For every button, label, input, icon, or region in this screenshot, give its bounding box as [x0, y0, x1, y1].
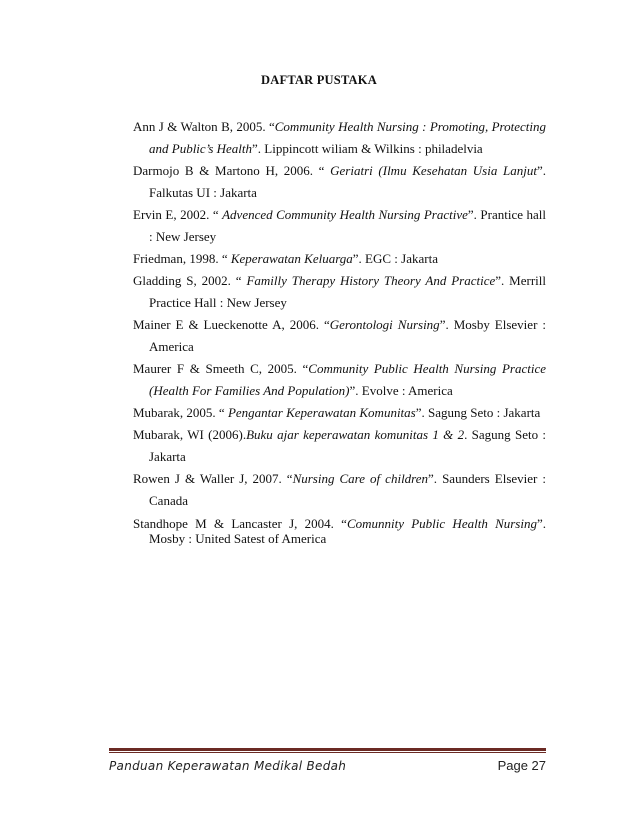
reference-item: Mubarak, 2005. “ Pengantar Keperawatan Komunitas”. Sagung Seto : Jakarta: [133, 405, 541, 420]
reference-item: Mubarak, WI (2006).Buku ajar keperawatan komunitas 1 & 2. Sagung Seto : Jakarta: [133, 427, 546, 464]
footer-divider-thin: [109, 752, 546, 753]
reference-item: Friedman, 1998. “ Keperawatan Keluarga”. EGC : Jakarta: [133, 251, 438, 266]
reference-item: Standhope M & Lancaster J, 2004. “Comunnity Public Health Nursing”. Mosby : United Satest of America: [133, 516, 546, 546]
reference-item: Darmojo B & Martono H, 2006. “ Geriatri (Ilmu Kesehatan Usia Lanjut”. Falkutas UI : Jakarta: [133, 163, 547, 200]
reference-item: Ervin E, 2002. “ Advenced Community Health Nursing Practive”. Prantice hall : New Jersey: [133, 207, 547, 244]
page-number: Page 27: [497, 758, 546, 773]
reference-list: [133, 116, 546, 546]
page-title: DAFTAR PUSTAKA: [261, 73, 377, 87]
reference-item: Gladding S, 2002. “ Familly Therapy History Theory And Practice”. Merrill Practice Hall : New Jersey: [133, 273, 546, 310]
footer-divider: [109, 748, 546, 751]
reference-item: Ann J & Walton B, 2005. “Community Health Nursing : Promoting, Protecting and Public’s Health”. Lippincott wiliam & Wilkins : philadelvia: [133, 119, 546, 156]
footer-book-title: Panduan Keperawatan Medikal Bedah: [109, 759, 347, 773]
reference-item: Maurer F & Smeeth C, 2005. “Community Public Health Nursing Practice (Health For Families And Population)”. Evolve : America: [133, 361, 546, 398]
reference-item: Rowen J & Waller J, 2007. “Nursing Care of children”. Saunders Elsevier : Canada: [133, 471, 546, 508]
reference-item: Mainer E & Lueckenotte A, 2006. “Gerontologi Nursing”. Mosby Elsevier : America: [133, 317, 546, 354]
